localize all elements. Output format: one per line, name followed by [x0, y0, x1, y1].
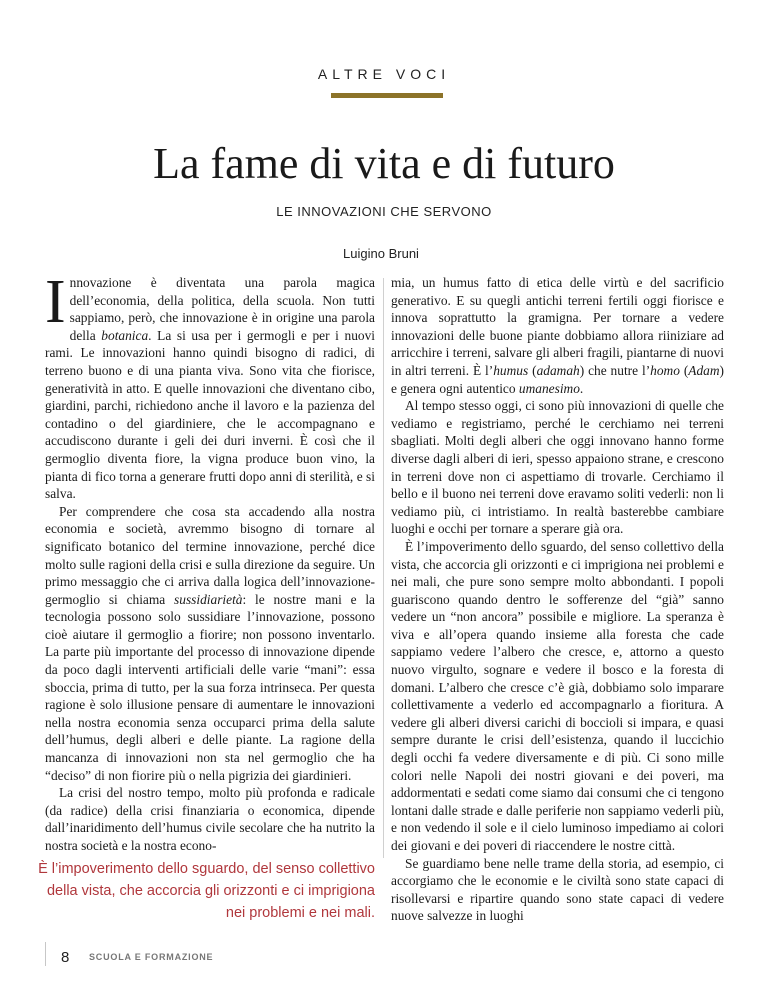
paragraph: È l’impoverimento dello sguardo, del senso collettivo della vista, che accorcia gli orizzonti e ci imprigiona nei problemi e nei mali, che pure sono sempre molto abbondanti. I popoli guariscono quando dentro le sofferenze del “già” sanno vedere un “non ancora” possibile e migliore. La speranza è viva e all’opera quando insieme alla foresta che cade sappiamo vedere l’albero che cresce, e, attorno a questo nuovo virgulto, sognare e vedere il bosco e la foresta di domani. L’albero che cresce c’è già, dobbiamo solo imparare collettivamente a vederlo ed accompagnarlo a fioritura. A vedere gli alberi diversi carichi di boccioli si impara, e quasi sempre durante le crisi dell’esistenza, quando il luccichio degli occhi fa vedere diversamente e di più. Ci sono mille colori nelle Napoli dei nostri giovani e dei poveri, ma addormentati e sedati come siamo dai consumi che ci tengono lontani dalle strade e dalle periferie non sappiamo vederli più, e non vedendo il sole e il cielo luminoso impediamo ai colori dei giovani e dei poveri di riaccendere le nostre città. — [391, 538, 724, 853]
emphasis: homo — [650, 362, 680, 378]
drop-cap: I — [45, 268, 66, 336]
paragraph-text: nnovazione è diventata una parola magica dell’economia, della politica, della scuola. Non tutti sappiamo, però, che innovazione è in origine una parola della — [69, 275, 375, 343]
section-rule — [331, 93, 443, 98]
emphasis: adamah — [536, 362, 580, 378]
article-author: Luigino Bruni — [343, 246, 419, 261]
paragraph-text: ) che nutre l’ — [579, 362, 651, 378]
paragraph: La crisi del nostro tempo, molto più profonda e radicale (da radice) della crisi finanziaria o economica, dipende dall’inaridimento dell’humus civile secolare che ha nutrito la nostra società e la nostra econo- — [45, 785, 375, 853]
paragraph-text: mia, un humus fatto di etica delle virtù e del sacrificio generativo. E su quegli antichi terreni fertili oggi fiorisce e innova soprattutto la gramigna. Per tornare a vedere innovazioni delle buone piante dobbiamo allora riiniziare ad arricchire i terreni, salvare gli alberi fragili, piantarne di nuovi in altri terreni. È l’ — [391, 275, 724, 378]
paragraph-text: ( — [528, 362, 537, 378]
left-column — [45, 268, 375, 855]
page-number: 8 — [61, 949, 70, 966]
column-divider — [383, 278, 384, 858]
emphasis: botanica — [101, 327, 149, 343]
paragraph-text: . La si usa per i germogli e per i nuovi rami. Le innovazioni hanno quindi bisogno di radici, di terreno buono e di una pianta viva. Sono vita che fiorisce, generatività in atto. E quelle innovazioni che diventano cibo, giardini, parchi, richiedono anche il lavoro e la pazienza del contadino o del giardiniere, che le accompagnano e accudiscono durante i geli dei duri inverni. È così che il germoglio diventa fiore, la vigna produce buon vino, la pianta di fico torna a generare frutti dopo anni di sterilità, e si salva. — [45, 327, 375, 502]
article-title: La fame di vita e di futuro — [153, 139, 615, 188]
paragraph: Se guardiamo bene nelle trame della storia, ad esempio, ci accorgiamo che le economie e le civiltà sono state capaci di risollevarsi e ripartire quando sono state capaci di vedere nuove salvezze in luoghi — [391, 855, 724, 924]
footer-divider — [45, 942, 46, 966]
emphasis: humus — [493, 362, 529, 378]
paragraph-text: . — [579, 380, 584, 396]
paragraph-text: : le nostre mani e la tecnologia possono solo sussidiare l’innovazione, possono cioè aiutare il germoglio a fiorire; non possono inventarlo. La parte più importante del processo di innovazione dipende da poco dagli interventi artificiali delle varie “mani”: essa sboccia, prima di tutto, per la sua forza intrinseca. Per questa ragione è solo illusione pensare di aumentare le innovazioni nella nostra economia senza occuparci prima della salute dell’humus, degli alberi e delle piante. La ragione della mancanza di innovazioni non sta nel germoglio che ha “deciso” di non fiorire più o nella pigrizia dei giardinieri. — [45, 591, 375, 783]
paragraph — [45, 503, 375, 785]
paragraph-text: ( — [679, 362, 689, 378]
paragraph — [45, 268, 375, 503]
paragraph — [391, 274, 724, 397]
article-subtitle: LE INNOVAZIONI CHE SERVONO — [276, 204, 492, 219]
paragraph-text: Per comprendere che cosa sta accadendo alla nostra economia e società, avremmo bisogno di tornare al significato botanico del termine innovazione, perché dice molto sulle ragioni della crisi e sulla direzione da seguire. Un primo messaggio che ci arriva dalla logica dell’innovazione-germoglio si chiama — [45, 503, 375, 607]
emphasis: sussidiarietà — [174, 591, 243, 607]
right-column — [391, 274, 724, 925]
emphasis: Adam — [688, 362, 720, 378]
paragraph-text: ) e genera ogni autentico — [391, 362, 724, 396]
pull-quote: È l’impoverimento dello sguardo, del senso collettivo della vista, che accorcia gli orizzonti e ci imprigiona nei problemi e nei mali. — [38, 861, 375, 921]
section-label: ALTRE VOCI — [317, 66, 451, 82]
footer-section-label: SCUOLA E FORMAZIONE — [89, 952, 214, 962]
emphasis: umanesimo — [518, 380, 580, 396]
paragraph: Al tempo stesso oggi, ci sono più innovazioni di quelle che vediamo e registriamo, perché le cerchiamo nei terreni sbagliati. Molti degli alberi che oggi innovano hanno forme diverse dagli alberi di ieri, spesso appaiono strane, e crescono in terreni dove non ci aspettiamo di trovarle. Cerchiamo il bello e il buono nei terreni dove eravamo soliti vederli: non li vediamo più, ci intristiamo. In realtà basterebbe cambiare luoghi e occhi per tornare a sperare già ora. — [391, 398, 724, 537]
